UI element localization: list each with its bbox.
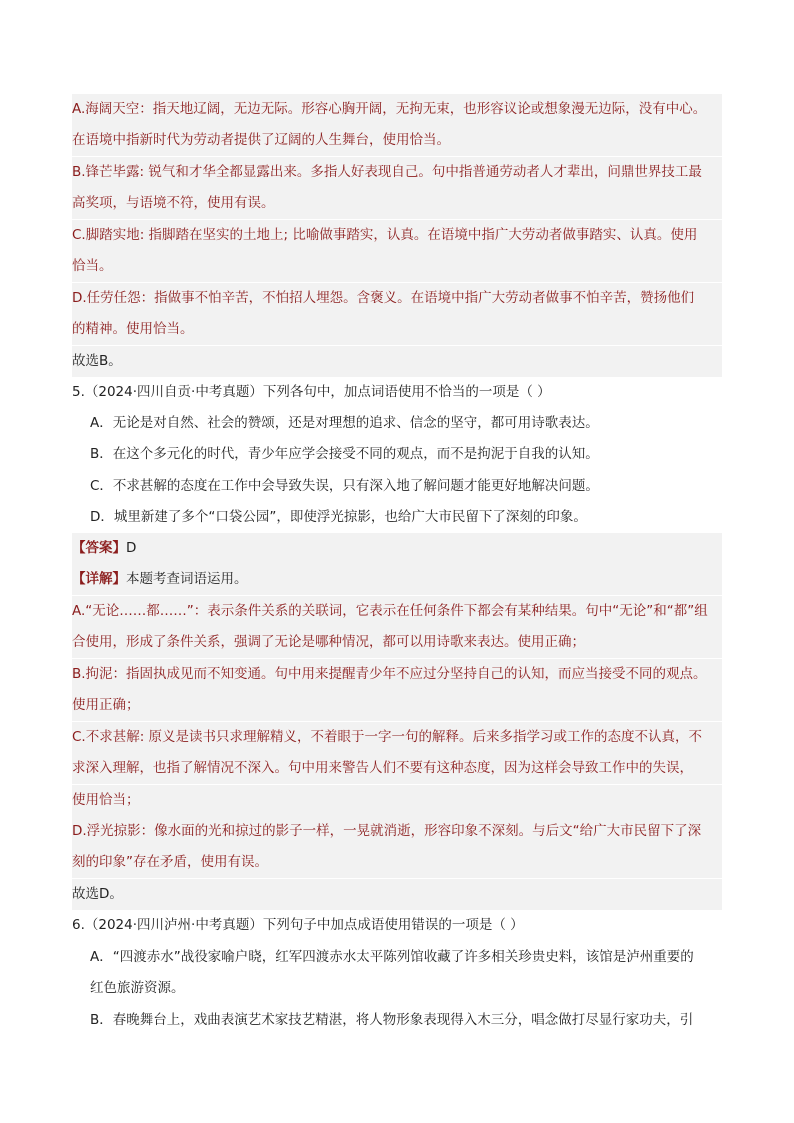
explanation-line: 高奖项，与语境不符，使用有误。 — [72, 188, 722, 219]
question-6-stem: 6.（2024·四川泸州·中考真题）下列句子中加点成语使用错误的一项是（ ） — [72, 917, 524, 933]
question-6-option-a: A．“四渡赤水”战役家喻户晓，红军四渡赤水太平陈列馆收藏了许多相关珍贵史料，该馆是泸州重要的 — [90, 949, 694, 965]
question-5-option-a: A．无论是对自然、社会的赞颂，还是对理想的追求、信念的坚守，都可用诗歌表达。 — [90, 415, 599, 431]
explanation-line: C.脚踏实地: 指脚踏在坚实的土地上; 比喻做事踏实，认真。在语境中指广大劳动者做事踏实、认真。使用 — [72, 220, 722, 251]
answer-line — [72, 533, 722, 564]
explanation-line: 刻的印象”存在矛盾，使用有误。 — [72, 847, 722, 878]
explanation-line: A.海阔天空：指天地辽阔，无边无际。形容心胸开阔，无拘无束，也形容议论或想象漫无边际，没有中心。 — [72, 94, 722, 125]
explanation-line: 在语境中指新时代为劳动者提供了辽阔的人生舞台，使用恰当。 — [72, 125, 722, 156]
question-5-stem: 5.（2024·四川自贡·中考真题）下列各句中，加点词语使用不恰当的一项是（ ） — [72, 384, 551, 400]
explanation-line: 恰当。 — [72, 251, 722, 282]
detail-intro: 本题考查词语运用。 — [126, 571, 248, 587]
explanation-line: 合使用，形成了条件关系，强调了无论是哪种情况，都可以用诗歌来表达。使用正确； — [72, 627, 722, 658]
question-6-option-b: B．春晚舞台上，戏曲表演艺术家技艺精湛，将人物形象表现得入木三分，唱念做打尽显行家功夫，引 — [90, 1012, 694, 1028]
conclusion-line: 故选D。 — [72, 879, 722, 910]
explanation-line: A.“无论……都……”：表示条件关系的关联词，它表示在任何条件下都会有某种结果。句中“无论”和“都”组 — [72, 596, 722, 627]
question-5-option-b: B．在这个多元化的时代，青少年应学会接受不同的观点，而不是拘泥于自我的认知。 — [90, 446, 599, 462]
explanation-line: D.浮光掠影：像水面的光和掠过的影子一样，一晃就消逝，形容印象不深刻。与后文“给广大市民留下了深 — [72, 816, 722, 847]
question-6-option-a-cont: 红色旅游资源。 — [90, 980, 185, 996]
explanation-line: B.锋芒毕露: 锐气和才华全都显露出来。多指人好表现自己。句中指普通劳动者人才辈出，问鼎世界技工最 — [72, 157, 722, 188]
explanation-line: C.不求甚解: 原义是读书只求理解精义，不着眼于一字一句的解释。后来多指学习或工作的态度不认真，不 — [72, 722, 722, 753]
detail-label: 【详解】 — [72, 571, 126, 587]
answer-label: 【答案】 — [72, 540, 126, 556]
explanation-line: 求深入理解，也指了解情况不深入。句中用来警告人们不要有这种态度，因为这样会导致工作中的失误， — [72, 753, 722, 784]
question-5-option-d: D．城里新建了多个“口袋公园”，即使浮光掠影，也给广大市民留下了深刻的印象。 — [90, 509, 587, 525]
conclusion-line: 故选B。 — [72, 346, 722, 377]
explanation-line: 使用正确； — [72, 690, 722, 721]
explanation-line: D.任劳任怨：指做事不怕辛苦，不怕招人埋怨。含褒义。在语境中指广大劳动者做事不怕辛苦，赞扬他们 — [72, 283, 722, 314]
answer-value: D — [126, 540, 137, 556]
detail-line — [72, 564, 722, 595]
explanation-line: 的精神。使用恰当。 — [72, 314, 722, 345]
explanation-line: B.拘泥：指固执成见而不知变通。句中用来提醒青少年不应过分坚持自己的认知，而应当接受不同的观点。 — [72, 659, 722, 690]
explanation-line: 使用恰当； — [72, 785, 722, 816]
question-5-option-c: C．不求甚解的态度在工作中会导致失误，只有深入地了解问题才能更好地解决问题。 — [90, 478, 599, 494]
